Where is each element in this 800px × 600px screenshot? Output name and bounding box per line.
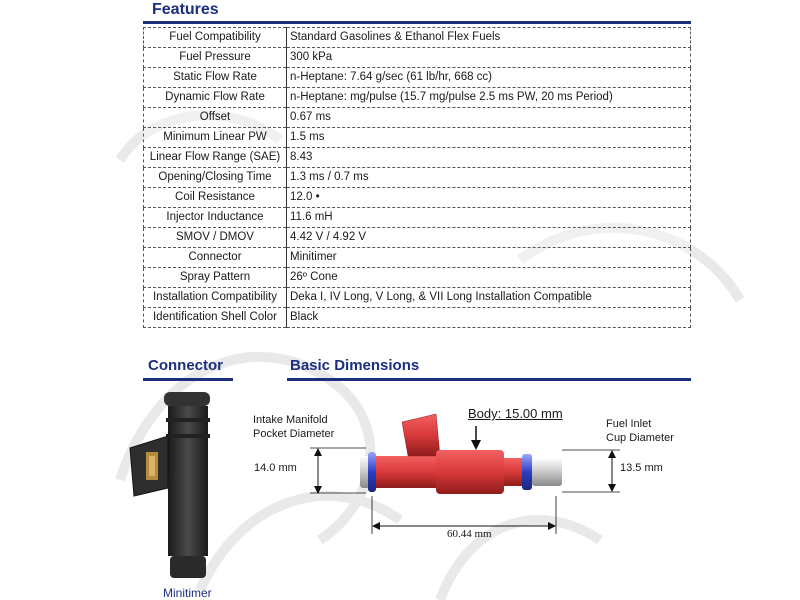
- connector-heading-rule: [143, 378, 233, 381]
- feature-row: [144, 288, 691, 308]
- feature-label: Fuel Compatibility: [144, 28, 287, 48]
- feature-label: Static Flow Rate: [144, 68, 287, 88]
- feature-row: [144, 248, 691, 268]
- feature-label: Coil Resistance: [144, 188, 287, 208]
- cup-diameter-label: Cup Diameter: [606, 432, 674, 444]
- feature-row: [144, 208, 691, 228]
- fuel-inlet-label: Fuel Inlet: [606, 418, 652, 430]
- feature-label: Minimum Linear PW: [144, 128, 287, 148]
- feature-value: Standard Gasolines & Ethanol Flex Fuels: [287, 28, 691, 48]
- feature-value: 300 kPa: [287, 48, 691, 68]
- feature-label: Dynamic Flow Rate: [144, 88, 287, 108]
- feature-label: Offset: [144, 108, 287, 128]
- connector-heading: Connector: [148, 357, 223, 374]
- features-heading: Features: [152, 1, 219, 18]
- feature-label: Linear Flow Range (SAE): [144, 148, 287, 168]
- feature-label: Fuel Pressure: [144, 48, 287, 68]
- feature-row: [144, 28, 691, 48]
- feature-row: [144, 68, 691, 88]
- feature-value: 0.67 ms: [287, 108, 691, 128]
- minitimer-connector-image: [120, 388, 230, 588]
- injector-dimension-drawing: [300, 400, 640, 550]
- connector-caption: Minitimer: [163, 586, 212, 600]
- feature-value: 4.42 V / 4.92 V: [287, 228, 691, 248]
- feature-row: [144, 108, 691, 128]
- body-diameter-label: Body: 15.00 mm: [468, 406, 563, 421]
- feature-row: [144, 128, 691, 148]
- feature-label: Installation Compatibility: [144, 288, 287, 308]
- features-table: [143, 27, 691, 328]
- feature-value: Black: [287, 308, 691, 328]
- feature-value: Minitimer: [287, 248, 691, 268]
- feature-value: 12.0 •: [287, 188, 691, 208]
- feature-value: 1.3 ms / 0.7 ms: [287, 168, 691, 188]
- feature-value: Deka I, IV Long, V Long, & VII Long Installation Compatible: [287, 288, 691, 308]
- feature-label: SMOV / DMOV: [144, 228, 287, 248]
- feature-label: Connector: [144, 248, 287, 268]
- feature-label: Identification Shell Color: [144, 308, 287, 328]
- pocket-diameter-label: Pocket Diameter: [253, 428, 335, 440]
- feature-value: 26º Cone: [287, 268, 691, 288]
- feature-value: n-Heptane: 7.64 g/sec (61 lb/hr, 668 cc): [287, 68, 691, 88]
- basic-dimensions-heading: Basic Dimensions: [290, 357, 420, 374]
- feature-label: Opening/Closing Time: [144, 168, 287, 188]
- feature-row: [144, 148, 691, 168]
- feature-label: Injector Inductance: [144, 208, 287, 228]
- feature-label: Spray Pattern: [144, 268, 287, 288]
- feature-row: [144, 168, 691, 188]
- feature-value: n-Heptane: mg/pulse (15.7 mg/pulse 2.5 ms PW, 20 ms Period): [287, 88, 691, 108]
- feature-row: [144, 88, 691, 108]
- fuel-inlet-diameter-value: 13.5 mm: [620, 462, 663, 474]
- feature-value: 1.5 ms: [287, 128, 691, 148]
- feature-row: [144, 48, 691, 68]
- feature-value: 8.43: [287, 148, 691, 168]
- feature-row: [144, 308, 691, 328]
- features-heading-rule: [143, 21, 691, 24]
- feature-row: [144, 188, 691, 208]
- basic-dimensions-heading-rule: [287, 378, 691, 381]
- feature-row: [144, 228, 691, 248]
- intake-diameter-value: 14.0 mm: [254, 462, 297, 474]
- feature-row: [144, 268, 691, 288]
- overall-length-value: 60.44 mm: [447, 528, 492, 540]
- feature-value: 11.6 mH: [287, 208, 691, 228]
- intake-manifold-label: Intake Manifold: [253, 414, 328, 426]
